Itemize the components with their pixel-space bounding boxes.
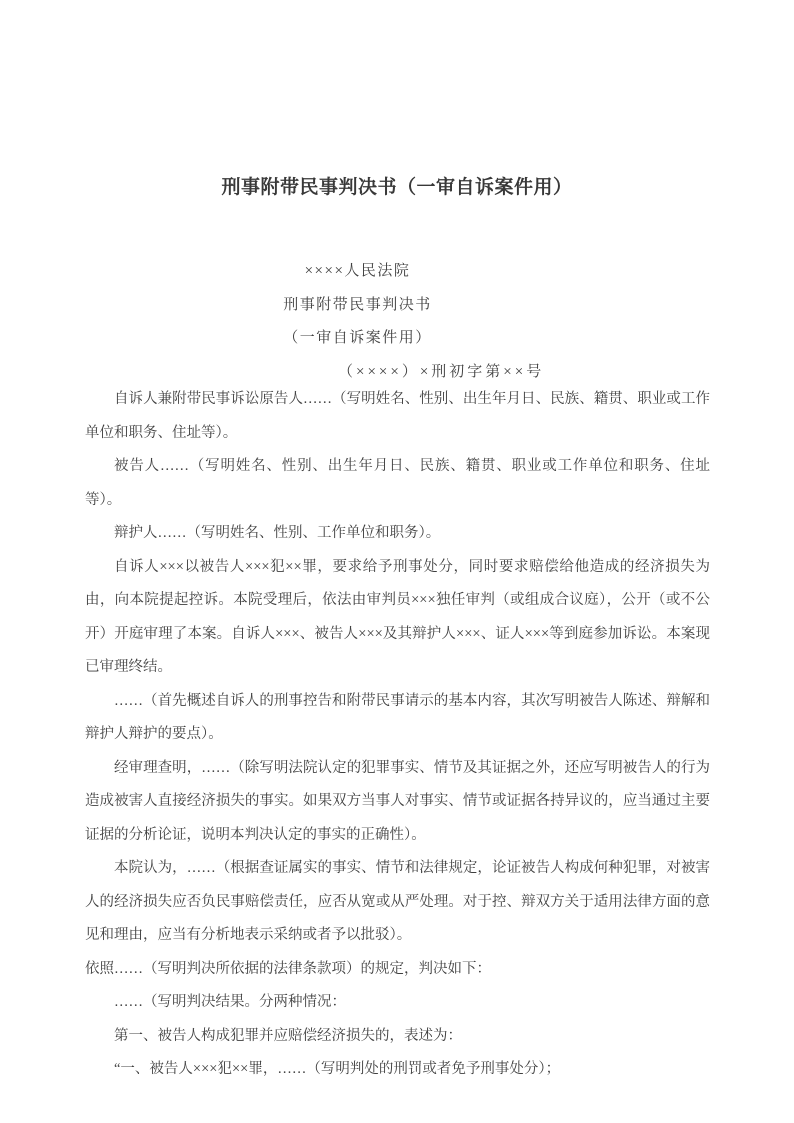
case-number: （××××）×刑初字第××号 [338,363,545,380]
paragraph-judgment-result-note: ……（写明判决结果。分两种情况： [114,994,346,1010]
paragraph-scenario-one-heading: 第一、被告人构成犯罪并应赔偿经济损失的，表述为： [114,1027,462,1044]
paragraph-scenario-one-item: “一、被告人×××犯××罪，……（写明判处的刑罚或者免予刑事处分）； [114,1061,561,1077]
paragraph-claims-summary: ……（首先概述自诉人的刑事控告和附带民事请示的基本内容，其次写明被告人陈述、辩解和辩护人辩护的要点）。 [85,692,710,742]
document-title: 刑事附带民事判决书（一审自诉案件用） [221,177,573,198]
paragraph-case-overview: 自诉人×××以被告人×××犯××罪，要求给予刑事处分，同时要求赔偿给他造成的经济损失为由，向本院提起控诉。本院受理后，依法由审判员×××独任审判（或组成合议庭），公开（或不公开）开庭审理了本案。自诉人×××、被告人×××及其辩护人×××、证人×××等到庭参加诉讼。本案现已审理终结。 [85,558,710,675]
paragraph-defendant: 被告人……（写明姓名、性别、出生年月日、民族、籍贯、职业或工作单位和职务、住址等）。 [85,458,710,508]
court-name: ××××人民法院 [304,263,411,279]
paragraph-defense-counsel: 辩护人……（写明姓名、性别、工作单位和职务）。 [114,525,441,541]
paragraph-legal-basis: 依照……（写明判决所依据的法律条款项）的规定，判决如下： [85,960,491,977]
paragraph-court-opinion: 本院认为，……（根据查证属实的事实、情节和法律规定，论证被告人构成何种犯罪，对被害人的经济损失应否负民事赔偿责任，应否从宽或从严处理。对于控、辩双方关于适用法律方面的意见和理由，应当有分析地表示采纳或者予以批驳）。 [85,860,710,943]
document-header [85,255,630,389]
document-body [85,383,710,1087]
document-name: 刑事附带民事判决书 [283,296,432,313]
paragraph-findings: 经审理查明，……（除写明法院认定的犯罪事实、情节及其证据之外，还应写明被告人的行为造成被害人直接经济损失的事实。如果双方当事人对事实、情节或证据各持异议的，应当通过主要证据的分析论证，说明本判决认定的事实的正确性）。 [85,759,710,843]
document-applicability: （一审自诉案件用） [283,330,432,346]
paragraph-plaintiff: 自诉人兼附带民事诉讼原告人……（写明姓名、性别、出生年月日、民族、籍贯、职业或工作单位和职务、住址等）。 [85,391,710,441]
